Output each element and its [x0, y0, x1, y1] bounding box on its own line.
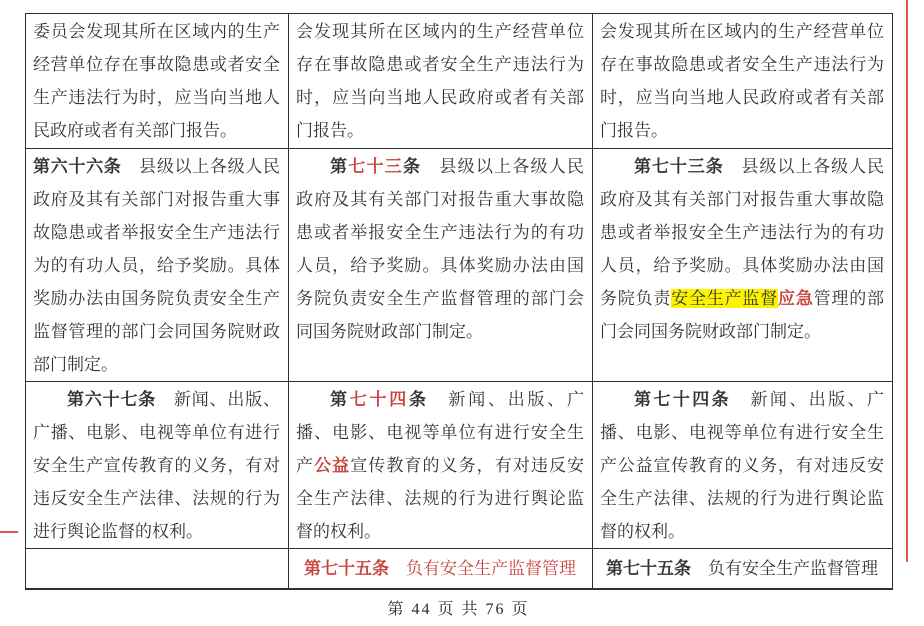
- text-segment: 第七十三条: [634, 157, 724, 176]
- text-segment: 新闻、出版、广播、电影、电视等单位有进行安全生产: [296, 390, 584, 475]
- table-row-article-75: [26, 549, 893, 589]
- table-row-article-67-74: [26, 382, 893, 549]
- table-cell-r1c3: [593, 14, 893, 149]
- right-red-annotation-line: [906, 0, 908, 562]
- text-segment: 县级以上各级人民政府及其有关部门对报告重大事故隐患或者举报安全生产违法行为的有功人员，给予奖励。具体奖励办法由国务院负责: [600, 157, 885, 308]
- text-segment: 第六十七条: [67, 390, 157, 409]
- table-cell-r2c1: [26, 149, 289, 382]
- text-segment: 新闻、出版、广播、电影、电视等单位有进行安全生产宣传教育的义务，有对违反安全生产法律、法规的行为进行舆论监督的权利。: [33, 390, 281, 541]
- text-segment: 公益: [314, 456, 351, 475]
- text-segment: 安全生产监督: [671, 289, 779, 308]
- text-segment: 新闻、出版、广播、电影、电视等单位有进行安全生产公益宣传教育的义务，有对违反安全生产法律、法规的行为进行舆论监督的权利。: [600, 390, 885, 541]
- text-segment: 第七十五条: [606, 558, 691, 578]
- table-cell-r3c1: [26, 382, 289, 549]
- text-segment: 第六十六条: [33, 157, 122, 176]
- table-cell-r4c3: [593, 549, 893, 589]
- text-segment: 条: [402, 157, 422, 176]
- text-segment: 条: [409, 390, 429, 409]
- text-segment: 会发现其所在区域内的生产经营单位存在事故隐患或者安全生产违法行为时，应当向当地人民政府或者有关部门报告。: [600, 22, 884, 140]
- text-segment: 管理的部门会同国务院财政部门制定。: [600, 289, 885, 341]
- table-cell-r4c2: [289, 549, 593, 589]
- table-cell-r4c1: [26, 549, 289, 589]
- page-number-footer: 第 44 页 共 76 页: [387, 601, 530, 618]
- text-segment: 县级以上各级人民政府及其有关部门对报告重大事故隐患或者举报安全生产违法行为的有功人员，给予奖励。具体奖励办法由国务院负责安全生产监督管理的部门会同国务院财政部门制定。: [296, 157, 585, 341]
- text-segment: 会发现其所在区域内的生产经营单位存在事故隐患或者安全生产违法行为时，应当向当地人民政府或者有关部门报告。: [296, 22, 584, 140]
- table-cell-r2c3: [593, 149, 893, 382]
- text-segment: 委员会发现其所在区域内的生产经营单位存在事故隐患或者安全生产违法行为时，应当向当地人民政府或者有关部门报告。: [33, 22, 280, 140]
- left-red-annotation-mark: [0, 531, 18, 533]
- table-cell-r3c3: [593, 382, 893, 549]
- law-comparison-table: [25, 13, 893, 590]
- text-segment: 县级以上各级人民政府及其有关部门对报告重大事故隐患或者举报安全生产违法行为的有功人员，给予奖励。具体奖励办法由国务院负责安全生产监督管理的部门会同国务院财政部门制定。: [33, 157, 281, 374]
- table-row-continuation: [26, 14, 893, 149]
- text-segment: 第: [330, 157, 349, 176]
- table-cell-r1c1: [26, 14, 289, 149]
- text-segment: 第七十五条: [304, 558, 389, 578]
- text-segment: 负有安全生产监督管理: [389, 558, 576, 578]
- text-segment: 负有安全生产监督管理: [691, 558, 878, 578]
- table-cell-r3c2: [289, 382, 593, 549]
- text-segment: 七十三: [348, 157, 403, 176]
- text-segment: 七十四: [349, 390, 409, 409]
- text-segment: 宣传教育的义务，有对违反安全生产法律、法规的行为进行舆论监督的权利。: [296, 456, 585, 541]
- text-segment: 第七十四条: [634, 390, 732, 409]
- text-segment: 应急: [778, 289, 814, 308]
- table-cell-r1c2: [289, 14, 593, 149]
- table-row-article-66-73: [26, 149, 893, 382]
- text-segment: 第: [330, 390, 350, 409]
- table-cell-r2c2: [289, 149, 593, 382]
